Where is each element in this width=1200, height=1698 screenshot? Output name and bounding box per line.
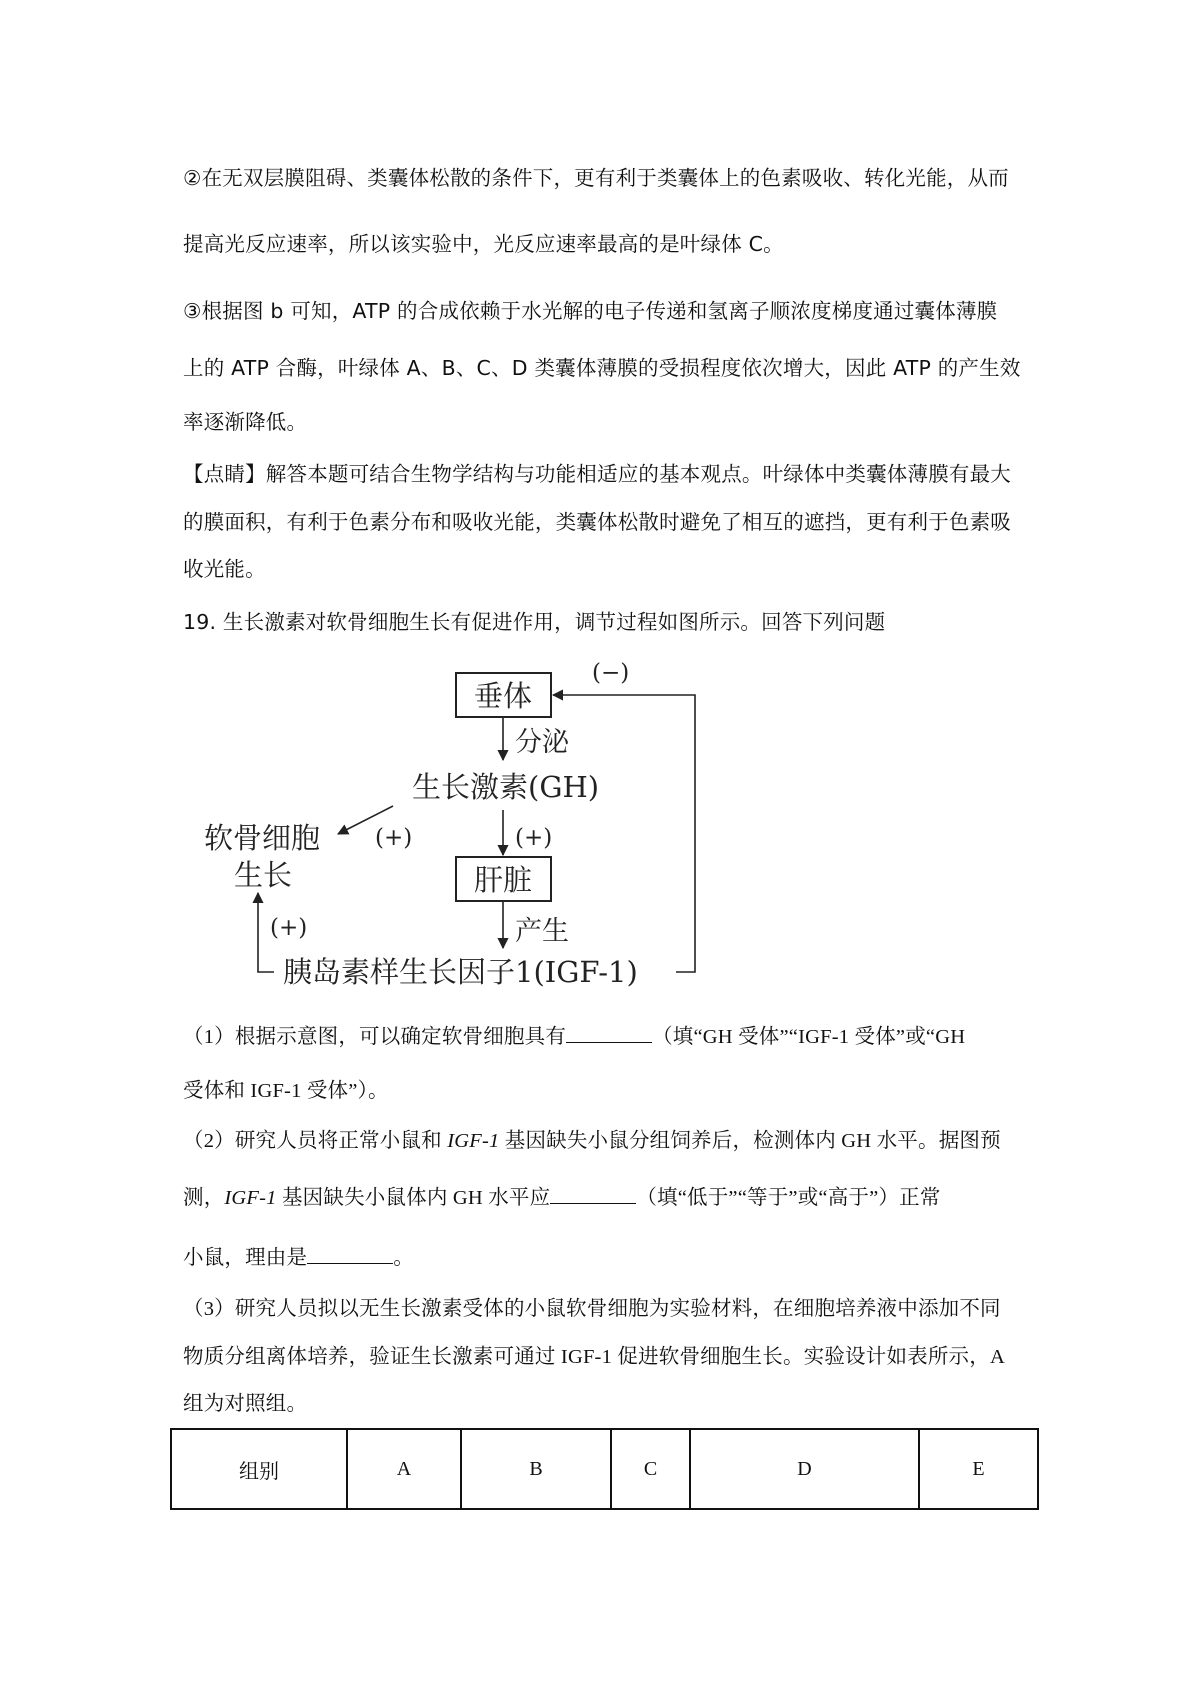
- igf-1-label: 胰岛素样生长因子1(IGF-1): [283, 955, 638, 989]
- para-3-line-3: 率逐渐降低。: [183, 410, 308, 434]
- para-3-line-2: 上的 ATP 合酶，叶绿体 A、B、C、D 类囊体薄膜的受损程度依次增大，因此 ATP 的产生效: [183, 356, 1021, 380]
- question-19-stem: 19. 生长激素对软骨细胞生长有促进作用，调节过程如图所示。回答下列问题: [183, 610, 886, 634]
- q2-text-d: 基因缺失小鼠体内 GH 水平应: [276, 1187, 551, 1209]
- tip-line-3: 收光能。: [183, 557, 266, 581]
- q1-text-a: （1）根据示意图，可以确定软骨细胞具有: [183, 1026, 567, 1048]
- table-header-c: C: [611, 1429, 690, 1509]
- table-header-row: [171, 1429, 1038, 1509]
- q2-gene-name-2: IGF-1: [224, 1187, 277, 1209]
- produce-label: 产生: [515, 916, 569, 947]
- q2-gene-name: IGF-1: [447, 1130, 500, 1152]
- cartilage-growth-line-1: 软骨细胞: [204, 821, 321, 855]
- table-header-b: B: [461, 1429, 611, 1509]
- question-3-line-1: （3）研究人员拟以无生长激素受体的小鼠软骨细胞为实验材料，在细胞培养液中添加不同: [183, 1298, 1001, 1320]
- table-header-d: D: [690, 1429, 919, 1509]
- negative-feedback-arrow: [553, 695, 695, 972]
- q2-text-e: （填“低于”“等于”或“高于”）正常: [636, 1187, 941, 1209]
- table-header-group: 组别: [171, 1429, 347, 1509]
- q2-text-a: （2）研究人员将正常小鼠和: [183, 1130, 448, 1152]
- tip-line-2: 的膜面积，有利于色素分布和吸收光能，类囊体松散时避免了相互的遮挡，更有利于色素吸: [183, 510, 1011, 534]
- pituitary-label: 垂体: [473, 679, 533, 713]
- q1-answer-blank[interactable]: [566, 1020, 652, 1043]
- liver-label: 肝脏: [473, 863, 533, 897]
- growth-hormone-label: 生长激素(GH): [412, 770, 600, 804]
- para-2-line-2: 提高光反应速率，所以该实验中，光反应速率最高的是叶绿体 C。: [183, 232, 784, 256]
- question-1-line-2: 受体和 IGF-1 受体”）。: [183, 1080, 389, 1102]
- question-2-line-1: [183, 1127, 1001, 1155]
- q2-reason-blank[interactable]: [307, 1241, 393, 1264]
- para-3-line-1: ③根据图 b 可知，ATP 的合成依赖于水光解的电子传递和氢离子顺浓度梯度通过囊体薄膜: [183, 299, 998, 323]
- question-1-line-1: [183, 1020, 965, 1051]
- plus-bottom-label: (+): [270, 915, 308, 941]
- question-2-line-2: [183, 1181, 941, 1212]
- table-header-e: E: [919, 1429, 1038, 1509]
- table-header-a: A: [347, 1429, 461, 1509]
- plus-left-label: (+): [375, 825, 413, 851]
- cartilage-growth-line-2: 生长: [234, 858, 293, 892]
- plus-mid-label: (+): [515, 825, 553, 851]
- q2-text-g: 。: [393, 1247, 414, 1269]
- q2-text-b: 基因缺失小鼠分组饲养后，检测体内 GH 水平。据图预: [499, 1130, 1001, 1152]
- question-3-line-2: 物质分组离体培养，验证生长激素可通过 IGF-1 促进软骨细胞生长。实验设计如表所示，A: [183, 1346, 1005, 1368]
- q2-text-c: 测，: [183, 1187, 225, 1209]
- question-3-line-3: 组为对照组。: [183, 1393, 308, 1415]
- para-2-line-1: ②在无双层膜阻碍、类囊体松散的条件下，更有利于类囊体上的色素吸收、转化光能，从而: [183, 166, 1009, 190]
- q1-text-b: （填“GH 受体”“IGF-1 受体”或“GH: [652, 1026, 966, 1048]
- q2-text-f: 小鼠，理由是: [183, 1247, 308, 1269]
- secrete-label: 分泌: [515, 727, 569, 758]
- q2-level-blank[interactable]: [550, 1181, 636, 1204]
- tip-line-1: 【点睛】解答本题可结合生物学结构与功能相适应的基本观点。叶绿体中类囊体薄膜有最大: [183, 462, 1011, 486]
- question-2-line-3: [183, 1241, 414, 1272]
- minus-label: (−): [592, 660, 630, 686]
- experiment-table: [170, 1428, 1039, 1510]
